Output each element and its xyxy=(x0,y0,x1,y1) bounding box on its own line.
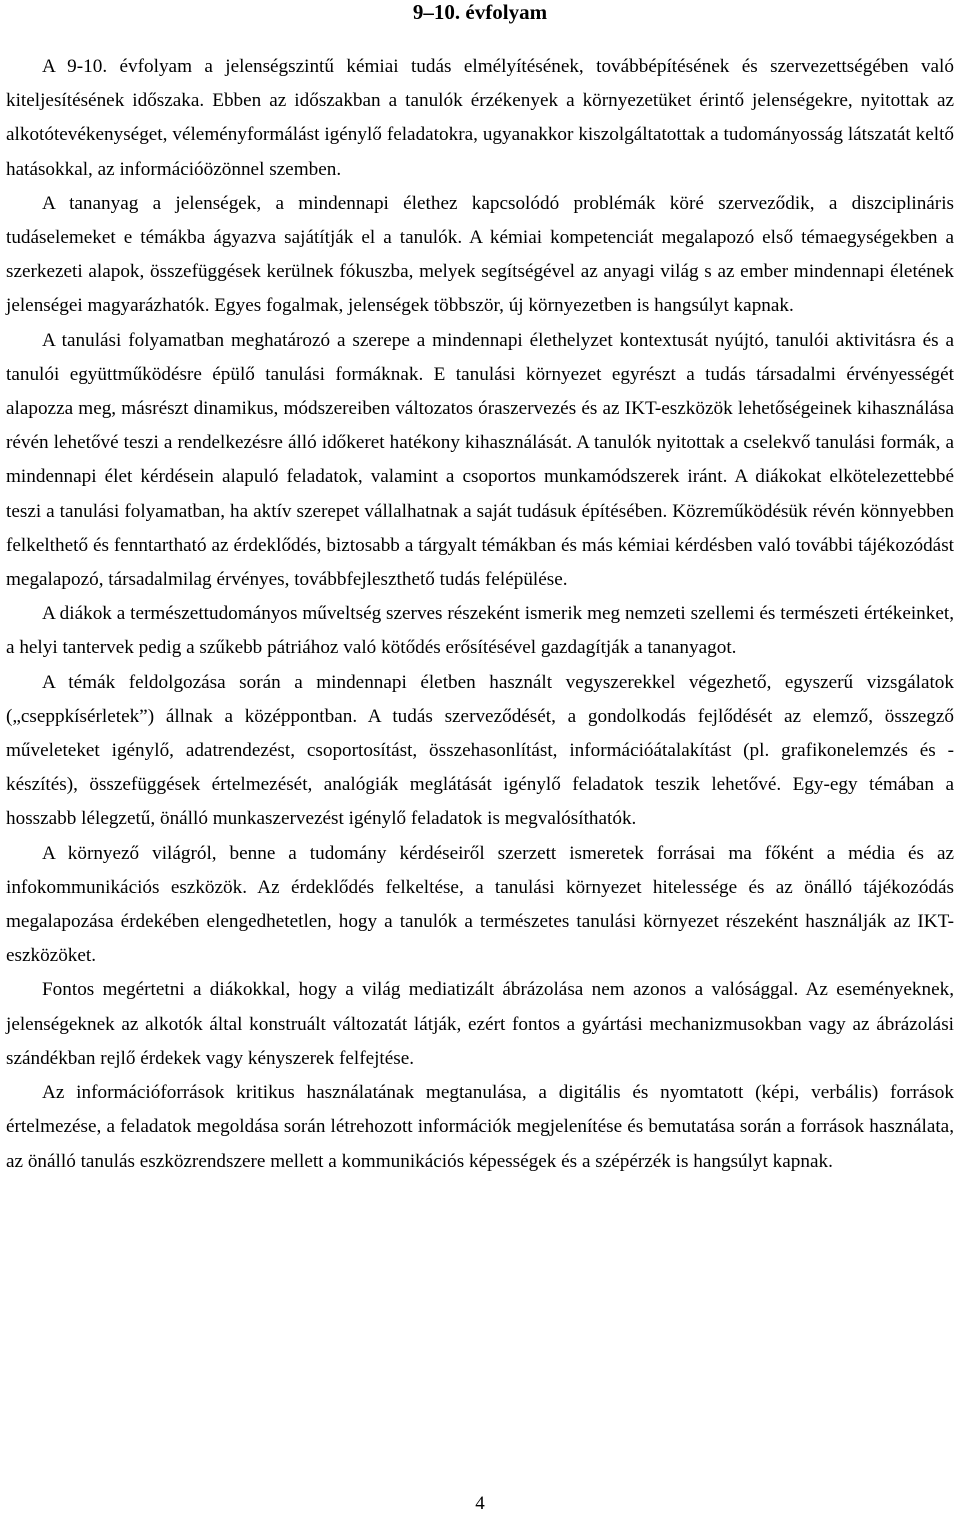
paragraph-media-sources: A környező világról, benne a tudomány kérdéseiről szerzett ismeretek forrásai ma főként a média és az infokommunikációs eszközök. Az érdeklődés felkeltése, a tanulási környezet hitelessége és az önálló tájékozódás megalapozása érdekében elengedhetetlen, hogy a tanulók a természetes tanulási környezet részeként használják az IKT-eszközöket. xyxy=(6,842,954,967)
paragraph-intro: A 9-10. évfolyam a jelenségszintű kémiai tudás elmélyítésének, továbbépítésének és szervezettségében való kiteljesítésének időszaka. Ebben az időszakban a tanulók érzékenyek a környezetüket érintő jelenségekre, nyitottak az alkotótevékenységet, véleményformálást igénylő feladatokra, ugyanakkor kiszolgáltatottak a tudományosság látszatát keltő hatásokkal, az információözönnel szemben. xyxy=(6,56,954,180)
page-title: 9–10. évfolyam xyxy=(412,0,548,24)
page-number: 4 xyxy=(475,1493,485,1514)
paragraph-national-values: A diákok a természettudományos műveltség szerves részeként ismerik meg nemzeti szellemi és természeti értékeinket, a helyi tantervek pedig a szűkebb pátriához való kötődés erősítésével gazdagítják a tananyagot. xyxy=(6,603,954,659)
paragraph-learning-process: A tanulási folyamatban meghatározó a szerepe a mindennapi élethelyzet kontextusát nyújtó, tanulói aktivitásra és a tanulói együttműködésre épülő tanulási formáknak. E tanulási környezet egyrészt a tudás társadalmi érvényességét alapozza meg, másrészt dinamikus, módszereiben változatos óraszervezés és az IKT-eszközök lehetőségeinek kihasználása révén lehetővé teszi a rendelkezésre álló időkeret hatékony kihasználását. A tanulók nyitottak a cselekvő tanulási formák, a mindennapi élet kérdésein alapuló feladatok, valamint a csoportos munkamódszerek iránt. A diákokat elkötelezettebbé teszi a tanulási folyamatban, ha aktív szerepet vállalhatnak a saját tudásuk építésében. Közreműködésük révén könnyebben felkelthető és fenntartható az érdeklődés, biztosabb a tárgyalt témákban és más kémiai kérdésben való további tájékozódást megalapozó, társadalmilag érvényes, továbbfejleszthető tudás felépülése. xyxy=(6,329,954,591)
paragraph-mediatized-world: Fontos megértetni a diákokkal, hogy a világ mediatizált ábrázolása nem azonos a valósággal. Az eseményeknek, jelenségeknek az alkotók által konstruált változatát látják, ezért fontos a gyártási mechanizmusokban vagy az ábrázolási szándékban rejlő érdekek vagy kényszerek felfejtése. xyxy=(6,979,954,1069)
paragraph-curriculum: A tananyag a jelenségek, a mindennapi élethez kapcsolódó problémák köré szerveződik, a diszciplináris tudáselemeket e témákba ágyazva sajátítják el a tanulók. A kémiai kompetenciát megalapozó első témaegységekben a szerkezeti alapok, összefüggések kerülnek fókuszba, melyek segítségével az anyagi világ s az ember mindennapi életének jelenségei magyarázhatók. Egyes fogalmak, jelenségek többször, új környezetben is hangsúlyt kapnak. xyxy=(6,192,954,317)
paragraph-information-sources: Az információforrások kritikus használatának megtanulása, a digitális és nyomtatott (képi, verbális) források értelmezése, a feladatok megoldása során létrehozott információk megjelenítése és bemutatása során a források használata, az önálló tanulás eszközrendszere mellett a kommunikációs képességek és a szépérzék is hangsúlyt kapnak. xyxy=(6,1082,954,1172)
paragraph-topics-processing: A témák feldolgozása során a mindennapi életben használt vegyszerekkel végezhető, egyszerű vizsgálatok („cseppkísérletek”) állnak a középpontban. A tudás szerveződését, a gondolkodás fejlődését az elemző, összegző műveleteket igénylő, adatrendezést, csoportosítást, összehasonlítást, információátalakítást (pl. grafikonelemzés és -készítés), összefüggések értelmezését, analógiák meglátását igénylő feladatok teszik lehetővé. Egy-egy témában a hosszabb lélegzetű, önálló munkaszervezést igénylő feladatok is megvalósíthatók. xyxy=(6,671,954,830)
document-page xyxy=(6,0,954,1179)
